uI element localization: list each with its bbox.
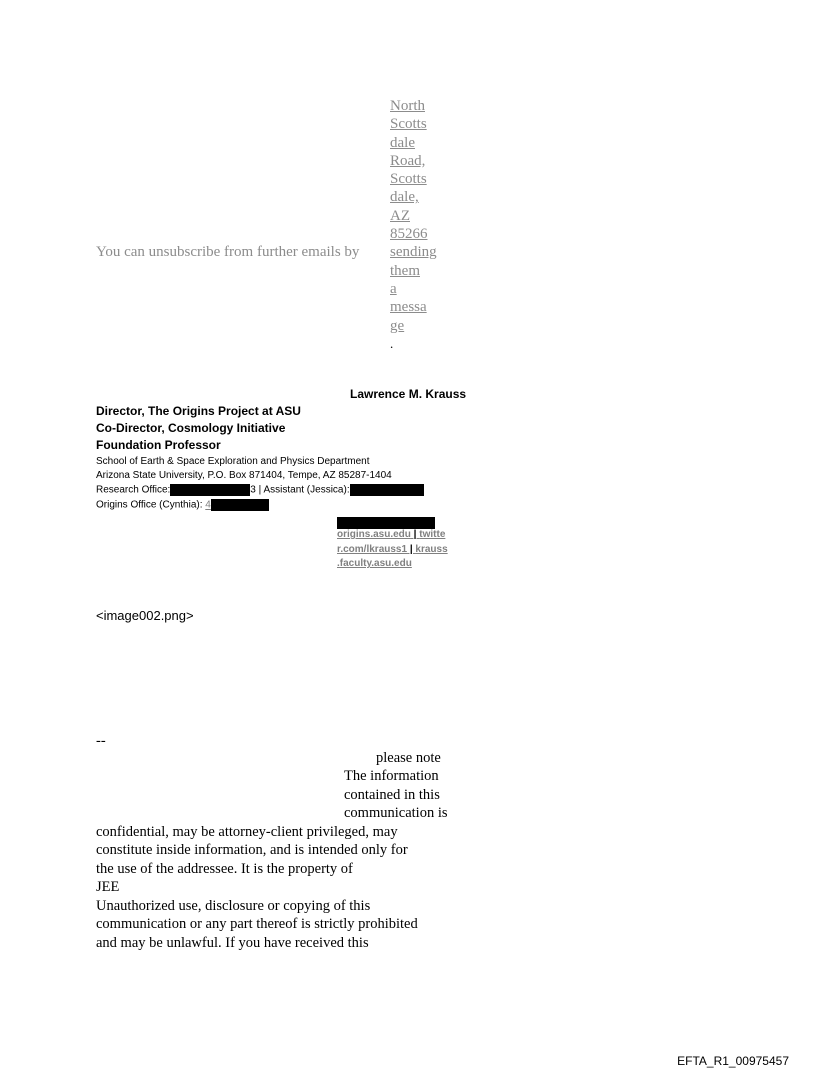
signature-title-1: Director, The Origins Project at ASU <box>96 404 301 418</box>
signature-name: Lawrence M. Krauss <box>350 387 467 401</box>
origins-office-line <box>96 499 269 511</box>
links-row-3 <box>337 557 477 572</box>
unsubscribe-link-line[interactable]: ge <box>390 317 405 334</box>
disclaimer-line: communication is <box>344 805 448 821</box>
disclaimer-line: The information <box>344 768 439 784</box>
address-line[interactable]: Scotts <box>390 171 427 188</box>
separator-dashes: -- <box>96 733 106 749</box>
address-link-column[interactable] <box>390 97 438 353</box>
link-separator: | <box>410 529 420 540</box>
document-id: EFTA_R1_00975457 <box>677 1054 789 1068</box>
address-line[interactable]: Road, <box>390 152 426 169</box>
signature-title-2: Co-Director, Cosmology Initiative <box>96 421 286 435</box>
unsubscribe-link-line[interactable]: messa <box>390 299 427 316</box>
faculty-link-cont[interactable]: .faculty.asu.edu <box>337 558 412 569</box>
links-row-2 <box>337 543 477 558</box>
link-separator: | <box>407 543 416 555</box>
disclaimer-line: constitute inside information, and is intended only for <box>96 842 408 858</box>
redaction-bar <box>350 484 424 496</box>
signature-links <box>337 528 477 572</box>
disclaimer-line: please note <box>376 750 441 766</box>
origins-link[interactable]: origins.asu.edu <box>337 529 411 540</box>
assistant-label: | Assistant (Jessica): <box>255 484 350 496</box>
address-line[interactable]: North <box>390 98 425 114</box>
disclaimer-line: contained in this <box>344 787 440 803</box>
research-office-line <box>96 484 424 496</box>
image-attachment-placeholder: <image002.png> <box>96 608 194 623</box>
signature-title-3: Foundation Professor <box>96 438 221 452</box>
disclaimer-line: confidential, may be attorney-client privileged, may <box>96 824 398 840</box>
address-line[interactable]: dale <box>390 134 415 151</box>
address-line[interactable]: AZ <box>390 207 410 224</box>
unsubscribe-link-line[interactable]: them <box>390 262 420 279</box>
twitter-link[interactable]: twitte <box>419 529 446 540</box>
disclaimer-line: Unauthorized use, disclosure or copying of this <box>96 898 371 914</box>
redaction-bar <box>211 499 269 511</box>
research-office-label: Research Office: <box>96 484 171 496</box>
research-office-tail: 3 <box>250 484 256 496</box>
disclaimer-line: JEE <box>96 879 120 895</box>
origins-office-phone-prefix[interactable]: 4 <box>205 499 211 511</box>
address-line[interactable]: Scotts <box>390 116 427 133</box>
signature-dept: School of Earth & Space Exploration and Physics Department <box>96 456 370 467</box>
faculty-link[interactable]: krauss <box>415 543 448 555</box>
unsubscribe-link-line[interactable]: a <box>390 280 397 297</box>
signature-address: Arizona State University, P.O. Box 871404, Tempe, AZ 85287-1404 <box>96 470 392 481</box>
disclaimer-line: the use of the addressee. It is the property of <box>96 861 353 877</box>
links-row-1 <box>337 528 477 543</box>
end-punct: . <box>390 335 394 351</box>
disclaimer-line: and may be unlawful. If you have received this <box>96 935 369 951</box>
unsubscribe-link-line[interactable]: sending <box>390 244 437 261</box>
address-line[interactable]: dale, <box>390 189 419 206</box>
unsubscribe-lead-text: You can unsubscribe from further emails by <box>96 244 360 260</box>
origins-office-label: Origins Office (Cynthia): <box>96 499 203 511</box>
disclaimer-line: communication or any part thereof is strictly prohibited <box>96 916 418 932</box>
twitter-link-cont[interactable]: r.com/lkrauss1 <box>337 543 408 555</box>
redaction-bar <box>170 484 250 496</box>
address-line[interactable]: 85266 <box>390 226 428 243</box>
